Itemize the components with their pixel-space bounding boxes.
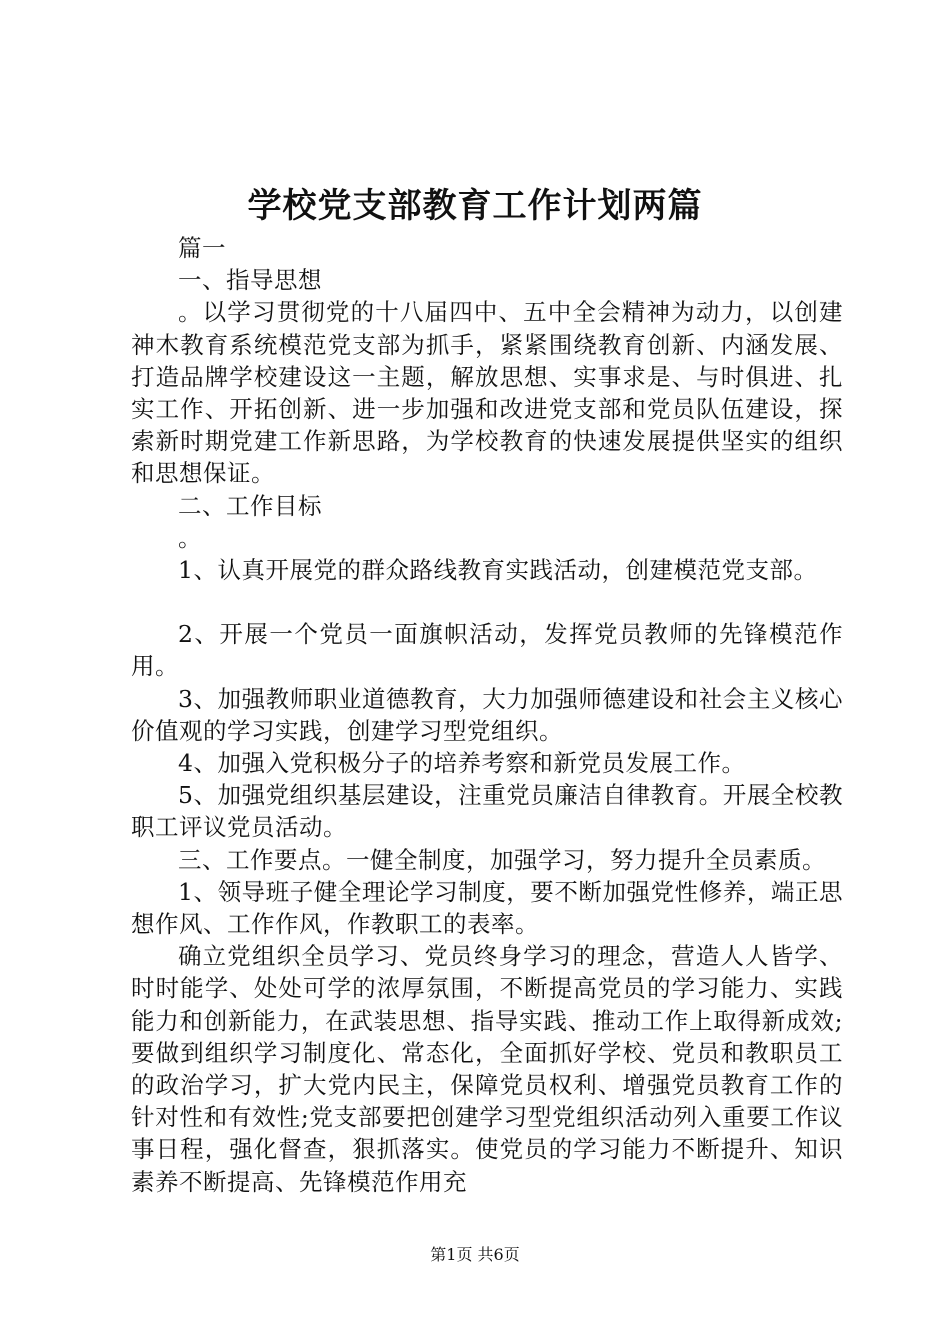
paragraph-punctuation: 。	[178, 523, 202, 552]
document-title: 学校党支部教育工作计划两篇	[247, 186, 703, 226]
paragraph-learning-philosophy: 确立党组织全员学习、党员终身学习的理念，营造人人皆学、时时能学、处处可学的浓厚氛围，不断提高党员的学习能力、实践能力和创新能力，在武装思想、指导实践、推动工作上取得新成效;要做到组织学习制度化、常态化，全面抓好学校、党员和教职员工的政治学习，扩大党内民主，保障党员权利、增强党员教育工作的针对性和有效性;党支部要把创建学习型党组织活动列入重要工作议事日程，强化督查，狠抓落实。使党员的学习能力不断提升、知识素养不断提高、先锋模范作用充	[131, 942, 843, 1196]
goal-item-3: 3、加强教师职业道德教育，大力加强师德建设和社会主义核心价值观的学习实践，创建学习型党组织。	[131, 684, 843, 745]
section-label: 篇一	[178, 234, 226, 262]
heading-guiding-ideology: 一、指导思想	[178, 266, 322, 295]
document-body	[131, 232, 843, 1198]
goal-item-4: 4、加强入党积极分子的培养考察和新党员发展工作。	[178, 749, 746, 778]
goal-item-5: 5、加强党组织基层建设，注重党员廉洁自律教育。开展全校教职工评议党员活动。	[131, 781, 843, 842]
paragraph-guiding-ideology: 。以学习贯彻党的十八届四中、五中全会精神为动力，以创建神木教育系统模范党支部为抓手，紧紧围绕教育创新、内涵发展、打造品牌学校建设这一主题，解放思想、实事求是、与时俱进、扎实工作、开拓创新、进一步加强和改进党支部和党员队伍建设，探索新时期党建工作新思路，为学校教育的快速发展提供坚实的组织和思想保证。	[131, 298, 843, 488]
heading-work-goals: 二、工作目标	[178, 491, 322, 520]
page-footer: 第1页 共6页	[430, 1245, 520, 1264]
goal-item-2: 2、开展一个党员一面旗帜活动，发挥党员教师的先锋模范作用。	[131, 620, 843, 681]
point-item-1: 1、领导班子健全理论学习制度，要不断加强党性修养，端正思想作风、工作作风，作教职工的表率。	[131, 877, 843, 939]
goal-item-1: 1、认真开展党的群众路线教育实践活动，创建模范党支部。	[178, 556, 818, 585]
heading-work-points: 三、工作要点。一健全制度，加强学习，努力提升全员素质。	[178, 845, 826, 874]
